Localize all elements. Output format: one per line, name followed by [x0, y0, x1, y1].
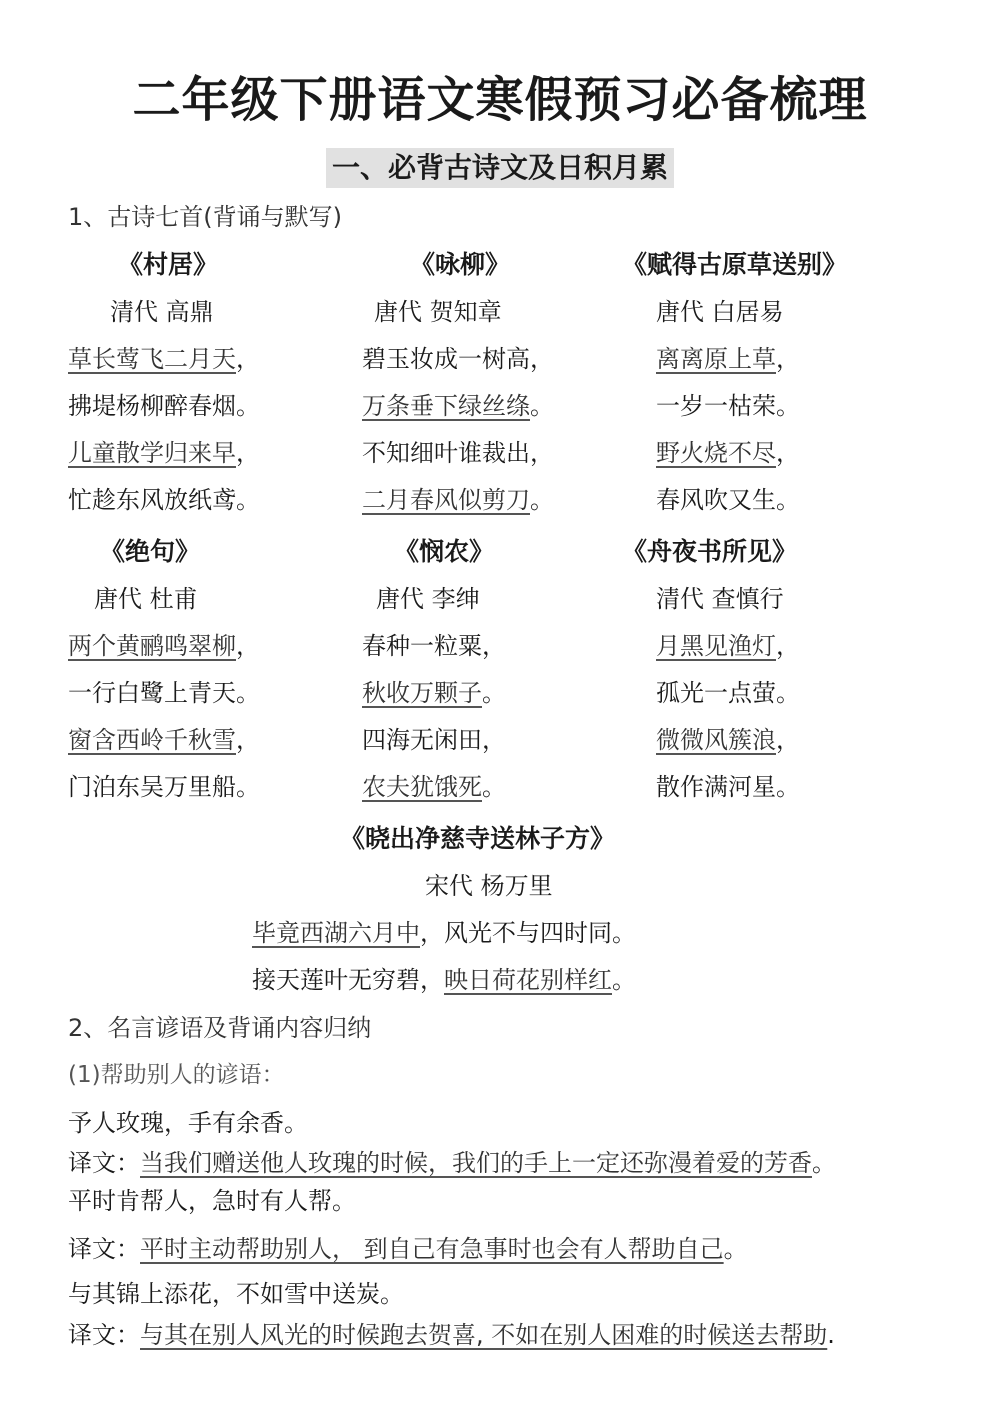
poem-title: 《舟夜书所见》: [622, 537, 798, 566]
proverb-translation: [68, 1318, 835, 1352]
plain-text: 一行白鹭上青天。: [68, 679, 260, 707]
translation-end: .: [827, 1321, 835, 1349]
punctuation: 。: [482, 773, 506, 801]
translation-end: 。: [723, 1235, 748, 1263]
poem-block: [622, 535, 976, 804]
poem-line: [362, 389, 682, 423]
proverb-text: 与其锦上添花，不如雪中送炭。: [68, 1280, 404, 1308]
underlined-text: 映日荷花别样红: [444, 966, 612, 994]
translation-text: 与其在别人风光的时候跑去贺喜, 不如在别人困难的时候送去帮助: [140, 1321, 828, 1349]
translation-label: 译文：: [68, 1149, 140, 1177]
poem-line: [68, 342, 388, 376]
poem-author: 清代 高鼎: [110, 298, 214, 326]
underlined-text: 农夫犹饿死: [362, 773, 482, 801]
poem-author: 唐代 杜甫: [94, 585, 198, 613]
poem-title: 《悯农》: [394, 537, 495, 566]
section-heading-text: 一、必背古诗文及日积月累: [326, 148, 674, 188]
translation-text: 平时主动帮助别人， 到自己有急事时也会有人帮助自己: [140, 1235, 724, 1263]
punctuation: 。: [530, 392, 554, 420]
proverb-text: 予人玫瑰，手有余香。: [68, 1109, 308, 1137]
poem-line: [656, 342, 976, 376]
plain-text: 四海无闲田，: [362, 726, 506, 754]
poem-author: 唐代 白居易: [656, 298, 784, 326]
proverb-text: 平时肯帮人，急时有人帮。: [68, 1187, 356, 1215]
underlined-text: 月黑见渔灯: [656, 632, 776, 660]
poem-line: [362, 676, 682, 710]
poem-block: [362, 248, 682, 517]
poem-line: [362, 436, 682, 470]
underlined-text: 离离原上草: [656, 345, 776, 373]
punctuation: ，: [776, 345, 800, 373]
poem-line: [362, 483, 682, 517]
proverb-translation: [68, 1146, 836, 1180]
plain-text: 忙趁东风放纸鸢。: [68, 486, 260, 514]
underlined-text: 两个黄鹂鸣翠柳: [68, 632, 236, 660]
poem-line: [68, 770, 388, 804]
underlined-text: 毕竟西湖六月中: [252, 919, 420, 947]
punctuation: ，: [236, 345, 260, 373]
translation-end: 。: [812, 1149, 836, 1177]
poem-title: 《晓出净慈寺送林子方》: [340, 824, 616, 853]
poem-line: [68, 436, 388, 470]
underlined-text: 万条垂下绿丝绦: [362, 392, 530, 420]
poem-line: [656, 723, 976, 757]
poem-block: [622, 248, 976, 517]
translation-label: 译文：: [68, 1321, 140, 1349]
poem-line: [362, 723, 682, 757]
poem-line: [252, 916, 636, 950]
poem-line: [656, 389, 976, 423]
poem-author: 清代 查慎行: [656, 585, 784, 613]
plain-text: ，风光不与四时同。: [420, 919, 636, 947]
poem-line: [68, 723, 388, 757]
poem-title: 《咏柳》: [410, 250, 511, 279]
poem-block: [68, 535, 388, 804]
poem-line: [362, 770, 682, 804]
poem-block: [362, 535, 682, 804]
punctuation: 。: [530, 486, 554, 514]
poem-author: 宋代 杨万里: [425, 872, 553, 900]
poem-author: 唐代 李绅: [376, 585, 480, 613]
plain-text: 春种一粒粟，: [362, 632, 506, 660]
punctuation: ，: [776, 439, 800, 467]
plain-text: 春风吹又生。: [656, 486, 800, 514]
poem-title: 《村居》: [118, 250, 219, 279]
poem-line: [68, 483, 388, 517]
underlined-text: 二月春风似剪刀: [362, 486, 530, 514]
plain-text: 一岁一枯荣。: [656, 392, 800, 420]
plain-text: 孤光一点萤。: [656, 679, 800, 707]
poem-title: 《赋得古原草送别》: [622, 250, 848, 279]
poem-line: [362, 629, 682, 663]
poem-line: [656, 770, 976, 804]
poem-line: [252, 963, 636, 997]
underlined-text: 野火烧不尽: [656, 439, 776, 467]
plain-text: 门泊东吴万里船。: [68, 773, 260, 801]
plain-text: 不知细叶谁裁出，: [362, 439, 554, 467]
poem-line: [656, 483, 976, 517]
poem-line: [362, 342, 682, 376]
plain-text: 。: [612, 966, 636, 994]
poem-line: [656, 436, 976, 470]
poem-line: [68, 629, 388, 663]
plain-text: 散作满河星。: [656, 773, 800, 801]
underlined-text: 秋收万颗子: [362, 679, 482, 707]
poem-line: [68, 389, 388, 423]
translation-label: 译文：: [68, 1235, 140, 1263]
part2-subheading: (1)帮助别人的谚语：: [68, 1062, 285, 1088]
punctuation: ，: [236, 726, 260, 754]
part2-heading: 2、名言谚语及背诵内容归纳: [68, 1014, 372, 1042]
part1-heading: 1、古诗七首(背诵与默写): [68, 203, 342, 231]
underlined-text: 草长莺飞二月天: [68, 345, 236, 373]
section-heading: [0, 148, 1000, 188]
poem-title: 《绝句》: [100, 537, 201, 566]
page-title: 二年级下册语文寒假预习必备梳理: [132, 72, 868, 128]
punctuation: ，: [776, 632, 800, 660]
plain-text: 碧玉妆成一树高，: [362, 345, 554, 373]
plain-text: 拂堤杨柳醉春烟。: [68, 392, 260, 420]
underlined-text: 微微风簇浪: [656, 726, 776, 754]
punctuation: ，: [776, 726, 800, 754]
proverb-translation: [68, 1232, 748, 1266]
poem-author: 唐代 贺知章: [374, 298, 502, 326]
underlined-text: 儿童散学归来早: [68, 439, 236, 467]
poem-line: [656, 629, 976, 663]
punctuation: ，: [236, 439, 260, 467]
punctuation: ，: [236, 632, 260, 660]
plain-text: 接天莲叶无穷碧，: [252, 966, 444, 994]
translation-text: 当我们赠送他人玫瑰的时候，我们的手上一定还弥漫着爱的芳香: [140, 1149, 812, 1177]
poem-block: [68, 248, 388, 517]
poem-line: [656, 676, 976, 710]
punctuation: 。: [482, 679, 506, 707]
underlined-text: 窗含西岭千秋雪: [68, 726, 236, 754]
poem-line: [68, 676, 388, 710]
